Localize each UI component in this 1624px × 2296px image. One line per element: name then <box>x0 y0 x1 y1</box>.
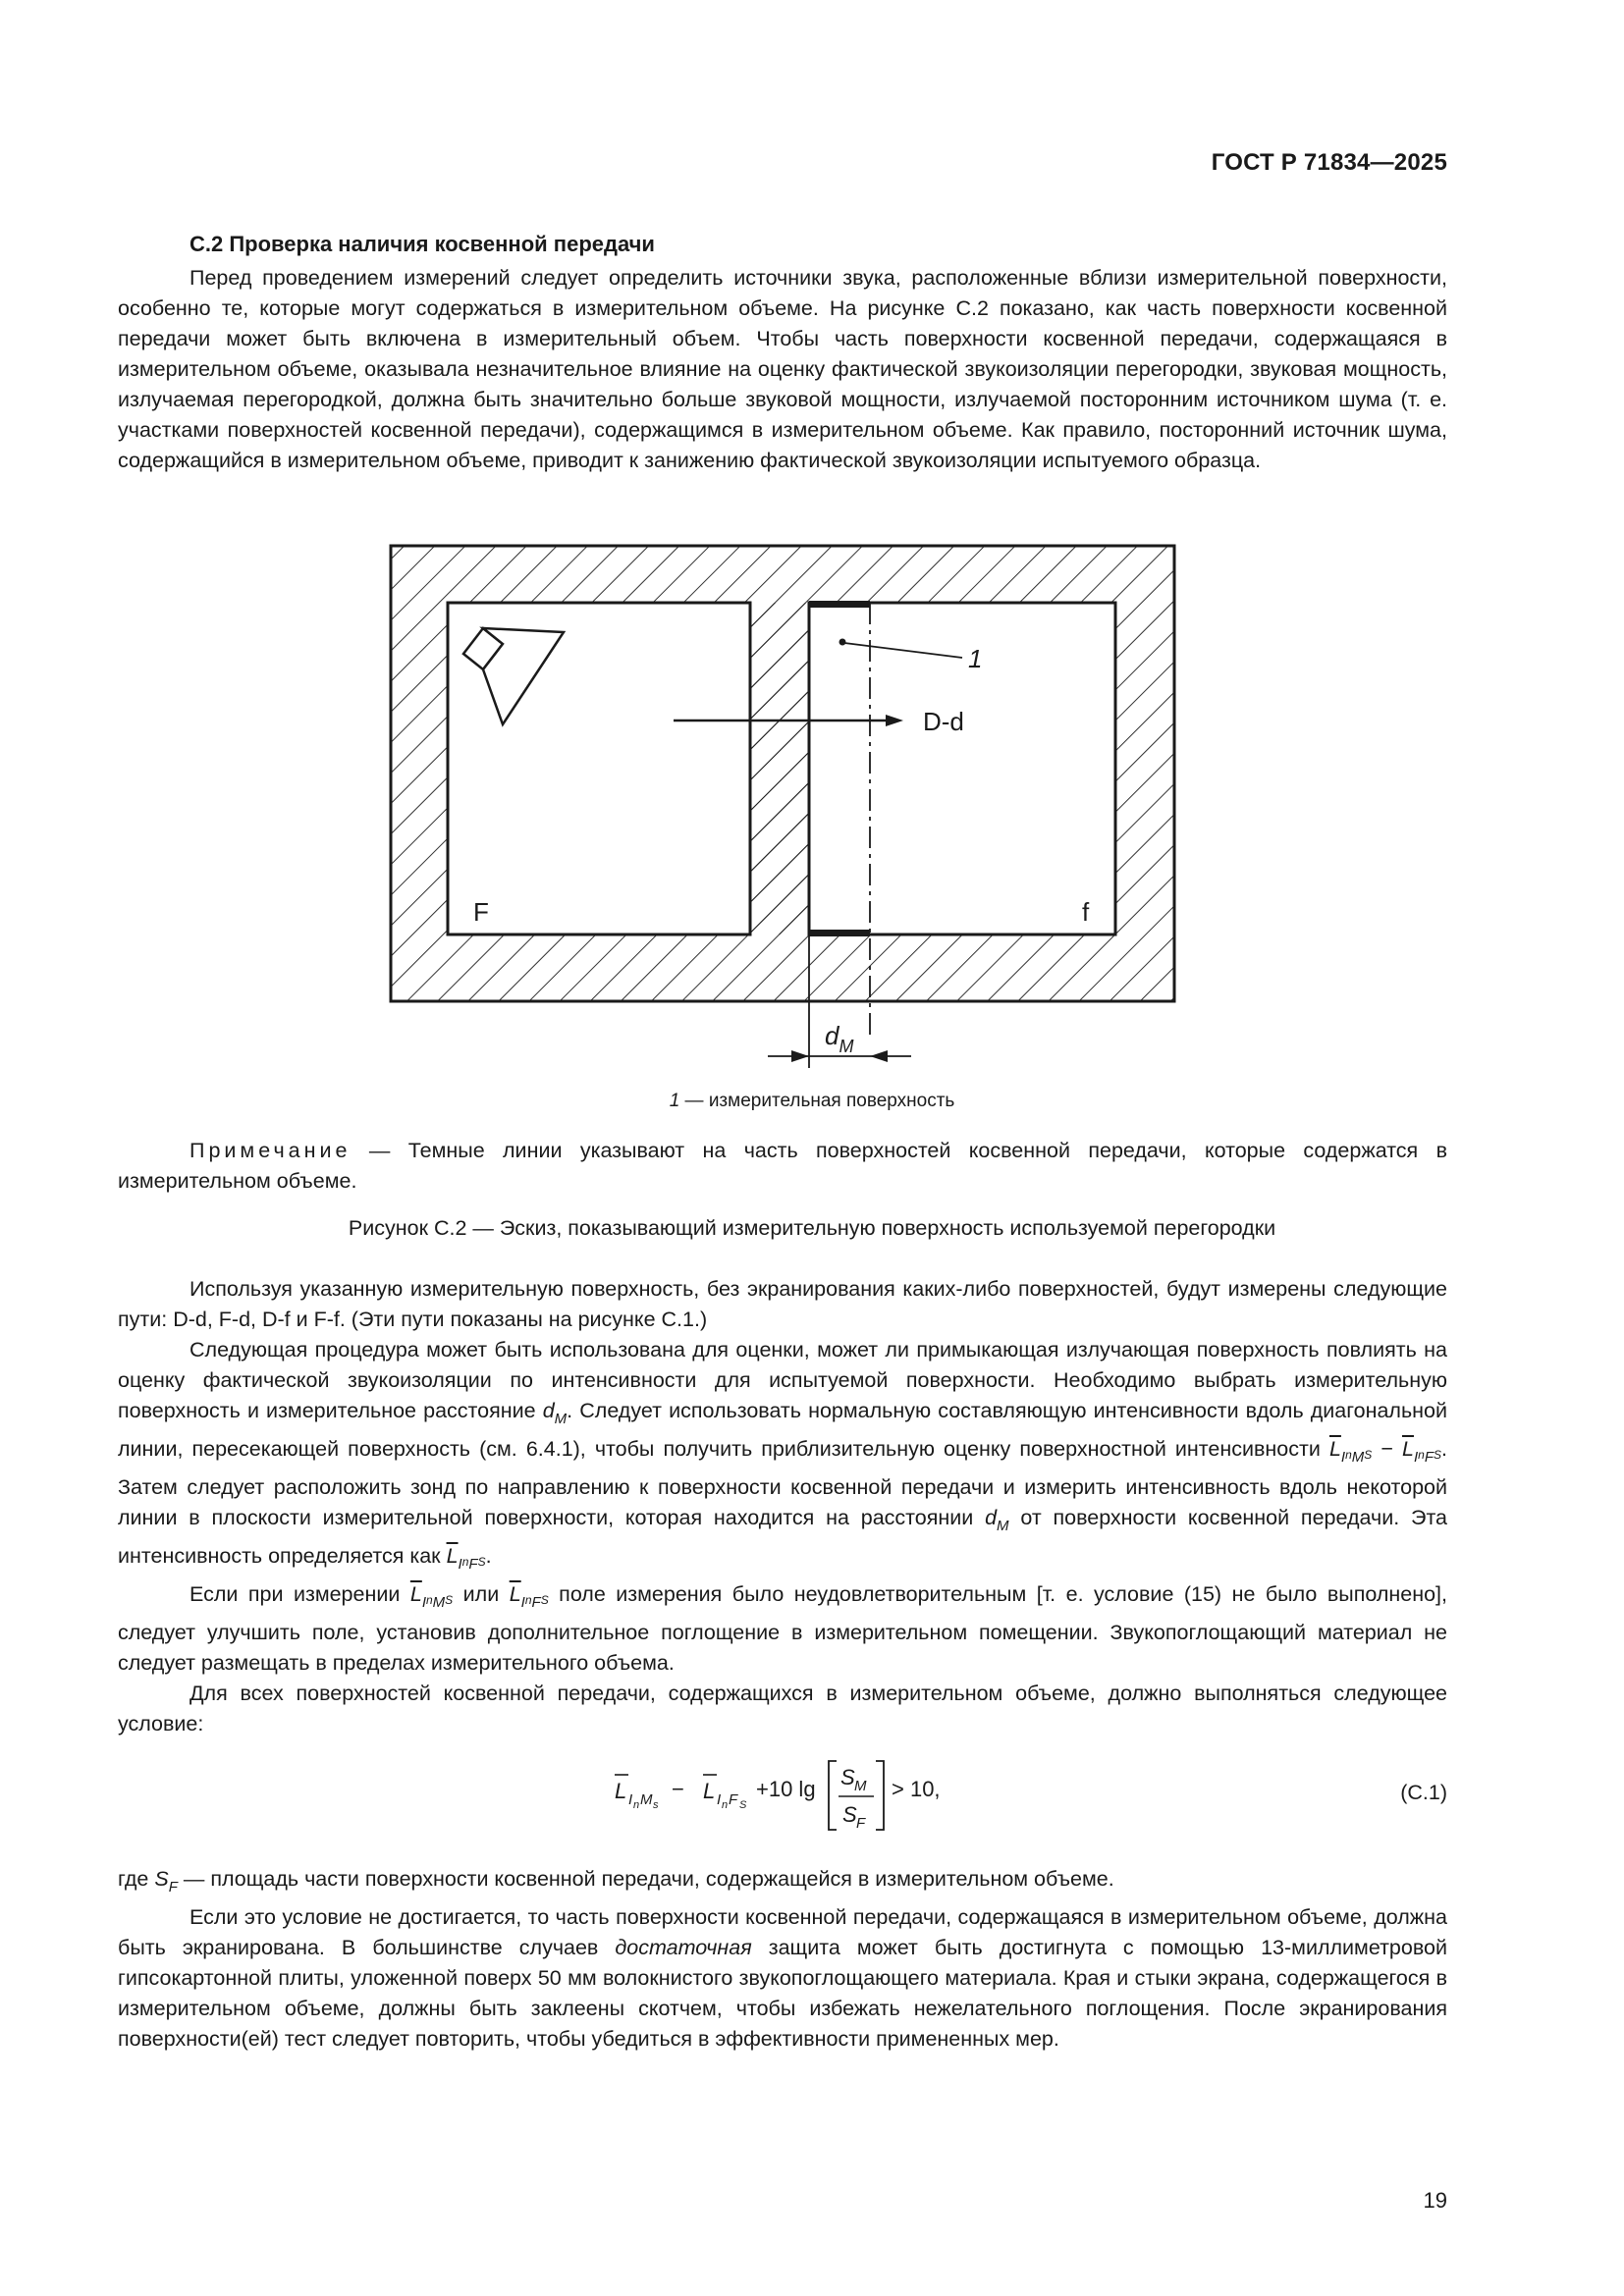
procedure-paragraph: Следующая процедура может быть использована для оценки, может ли примыкающая излучающая поверхность повлиять на оценку фактической звукоизоляции по интенсивности для испытуемой поверхности. Необходимо выбрать измерительную поверхность и измерительное расстояние $d_M$. Следует использовать нормальную составляющую интенсивности вдоль диагональной линии, пересекающей поверхность (см. 6.4.1), чтобы получить приблизительную оценку поверхностной интенсивности $\overline{L}_In_MS - \overline{L}_In_FS$. Затем следует расположить зонд по направлению к поверхности косвенной передачи и измерить интенсивность вдоль некоторой линии в плоскости измерительной поверхности, которая находится на расстоянии $d_M$ от поверхности косвенной передачи. Эта интенсивность определяется как $\overline{L}_In_FS$. <box>118 1338 1448 1573</box>
where-paragraph: где $S_F$ — площадь части поверхности косвенной передачи, содержащейся в измерительном объеме. <box>118 1867 1114 1896</box>
figure-legend: 1 — измерительная поверхность <box>669 1091 955 1111</box>
condition-paragraph: Для всех поверхностей косвенной передачи, содержащихся в измерительном объеме, должно выполняться следующее условие: <box>118 1682 1447 1735</box>
svg-text:n: n <box>633 1799 640 1811</box>
svg-text:s: s <box>653 1799 659 1811</box>
svg-text:I: I <box>717 1791 722 1808</box>
figure-c2-sketch <box>381 538 1235 1088</box>
formula-c1 <box>589 1747 1080 1836</box>
svg-text:−: − <box>672 1777 684 1801</box>
intro-text: Перед проведением измерений следует определить источники звука, расположенные вблизи измерительной поверхности, особенно те, которые могут содержаться в измерительном объеме. На рисунке С.2 показано, как часть поверхности косвенной передачи может быть включена в измерительный объем. Чтобы часть поверхности косвенной передачи, содержащаяся в измерительном объеме, оказывала незначительное влияние на оценку фактической звукоизоляции перегородки, звуковая мощность, излучаемая перегородкой, должна быть значительно больше звуковой мощности, излучаемой посторонним источником шума (т. е. участками поверхностей косвенной передачи), содержащимся в измерительном объеме. Как правило, посторонний источник шума, содержащийся в измерительном объеме, приводит к занижению фактической звукоизоляции испытуемого образца. <box>118 266 1447 472</box>
label-dd: D-d <box>923 707 964 736</box>
svg-text:L: L <box>703 1779 716 1803</box>
label-F: F <box>473 897 489 927</box>
svg-text:S: S <box>739 1799 747 1811</box>
svg-text:S: S <box>842 1802 857 1827</box>
label-1: 1 <box>968 644 983 673</box>
svg-text:> 10,: > 10, <box>892 1777 941 1801</box>
flanking-line-top <box>809 601 870 608</box>
svg-text:+10 lg: +10 lg <box>756 1777 816 1801</box>
paths-paragraph: Используя указанную измерительную поверхность, без экранирования каких-либо поверхностей, будут измерены следующие пути: D-d, F-d, D-f и F-f. (Эти пути показаны на рисунке С.1.) <box>118 1277 1447 1331</box>
svg-text:F: F <box>856 1815 866 1832</box>
svg-text:n: n <box>722 1799 729 1811</box>
test-partition <box>750 603 809 934</box>
svg-text:I: I <box>628 1791 633 1808</box>
figure-caption: Рисунок С.2 — Эскиз, показывающий измерительную поверхность используемой перегородки <box>348 1216 1276 1240</box>
shielding-paragraph: Если это условие не достигается, то часть поверхности косвенной передачи, содержащаяся в измерительном объеме, должна быть экранирована. В большинстве случаев достаточная защита может быть достигнута с помощью 13-миллиметровой гипсокартонной плиты, уложенной поверх 50 мм волокнистого звукопоглощающего материала. Края и стыки экрана, содержащегося в измерительном объеме, должны быть заклеены скотчем, чтобы избежать нежелательного поглощения. После экранирования поверхности(ей) тест следует повторить, чтобы убедиться в эффективности примененных мер. <box>118 1905 1447 2051</box>
equation-number: (С.1) <box>1400 1781 1447 1804</box>
label-f: f <box>1082 897 1090 927</box>
procedure-paragraphs <box>118 1274 1447 1739</box>
receiving-room <box>809 603 1115 934</box>
svg-text:M: M <box>640 1791 653 1808</box>
note-text: — Темные линии указывают на часть поверхностей косвенной передачи, которые содержатся в измерительном объеме. <box>118 1139 1447 1193</box>
flanking-line-bottom <box>809 930 870 936</box>
svg-text:S: S <box>840 1765 855 1789</box>
svg-text:M: M <box>854 1778 867 1794</box>
intro-paragraph <box>118 263 1447 476</box>
label-dm: $d_M$ <box>825 1021 854 1056</box>
section-title: С.2 Проверка наличия косвенной передачи <box>189 232 655 256</box>
figure-note <box>118 1136 1447 1197</box>
page-number: 19 <box>1423 2188 1447 2213</box>
svg-text:F: F <box>729 1791 738 1808</box>
svg-text:L: L <box>615 1779 627 1803</box>
shielding-paragraphs <box>118 1864 1447 2055</box>
field-paragraph: Если при измерении $\overline{L}_In_MS$ или $\overline{L}_In_FS$ поле измерения было неудовлетворительным [т. е. условие (15) не было выполнено], следует улучшить поле, установив дополнительное поглощение в измерительном помещении. Звукопоглощающий материал не следует размещать в пределах измерительного объема. <box>118 1582 1447 1675</box>
note-label: Примечание <box>189 1139 352 1162</box>
standard-header: ГОСТ Р 71834—2025 <box>1211 149 1447 176</box>
